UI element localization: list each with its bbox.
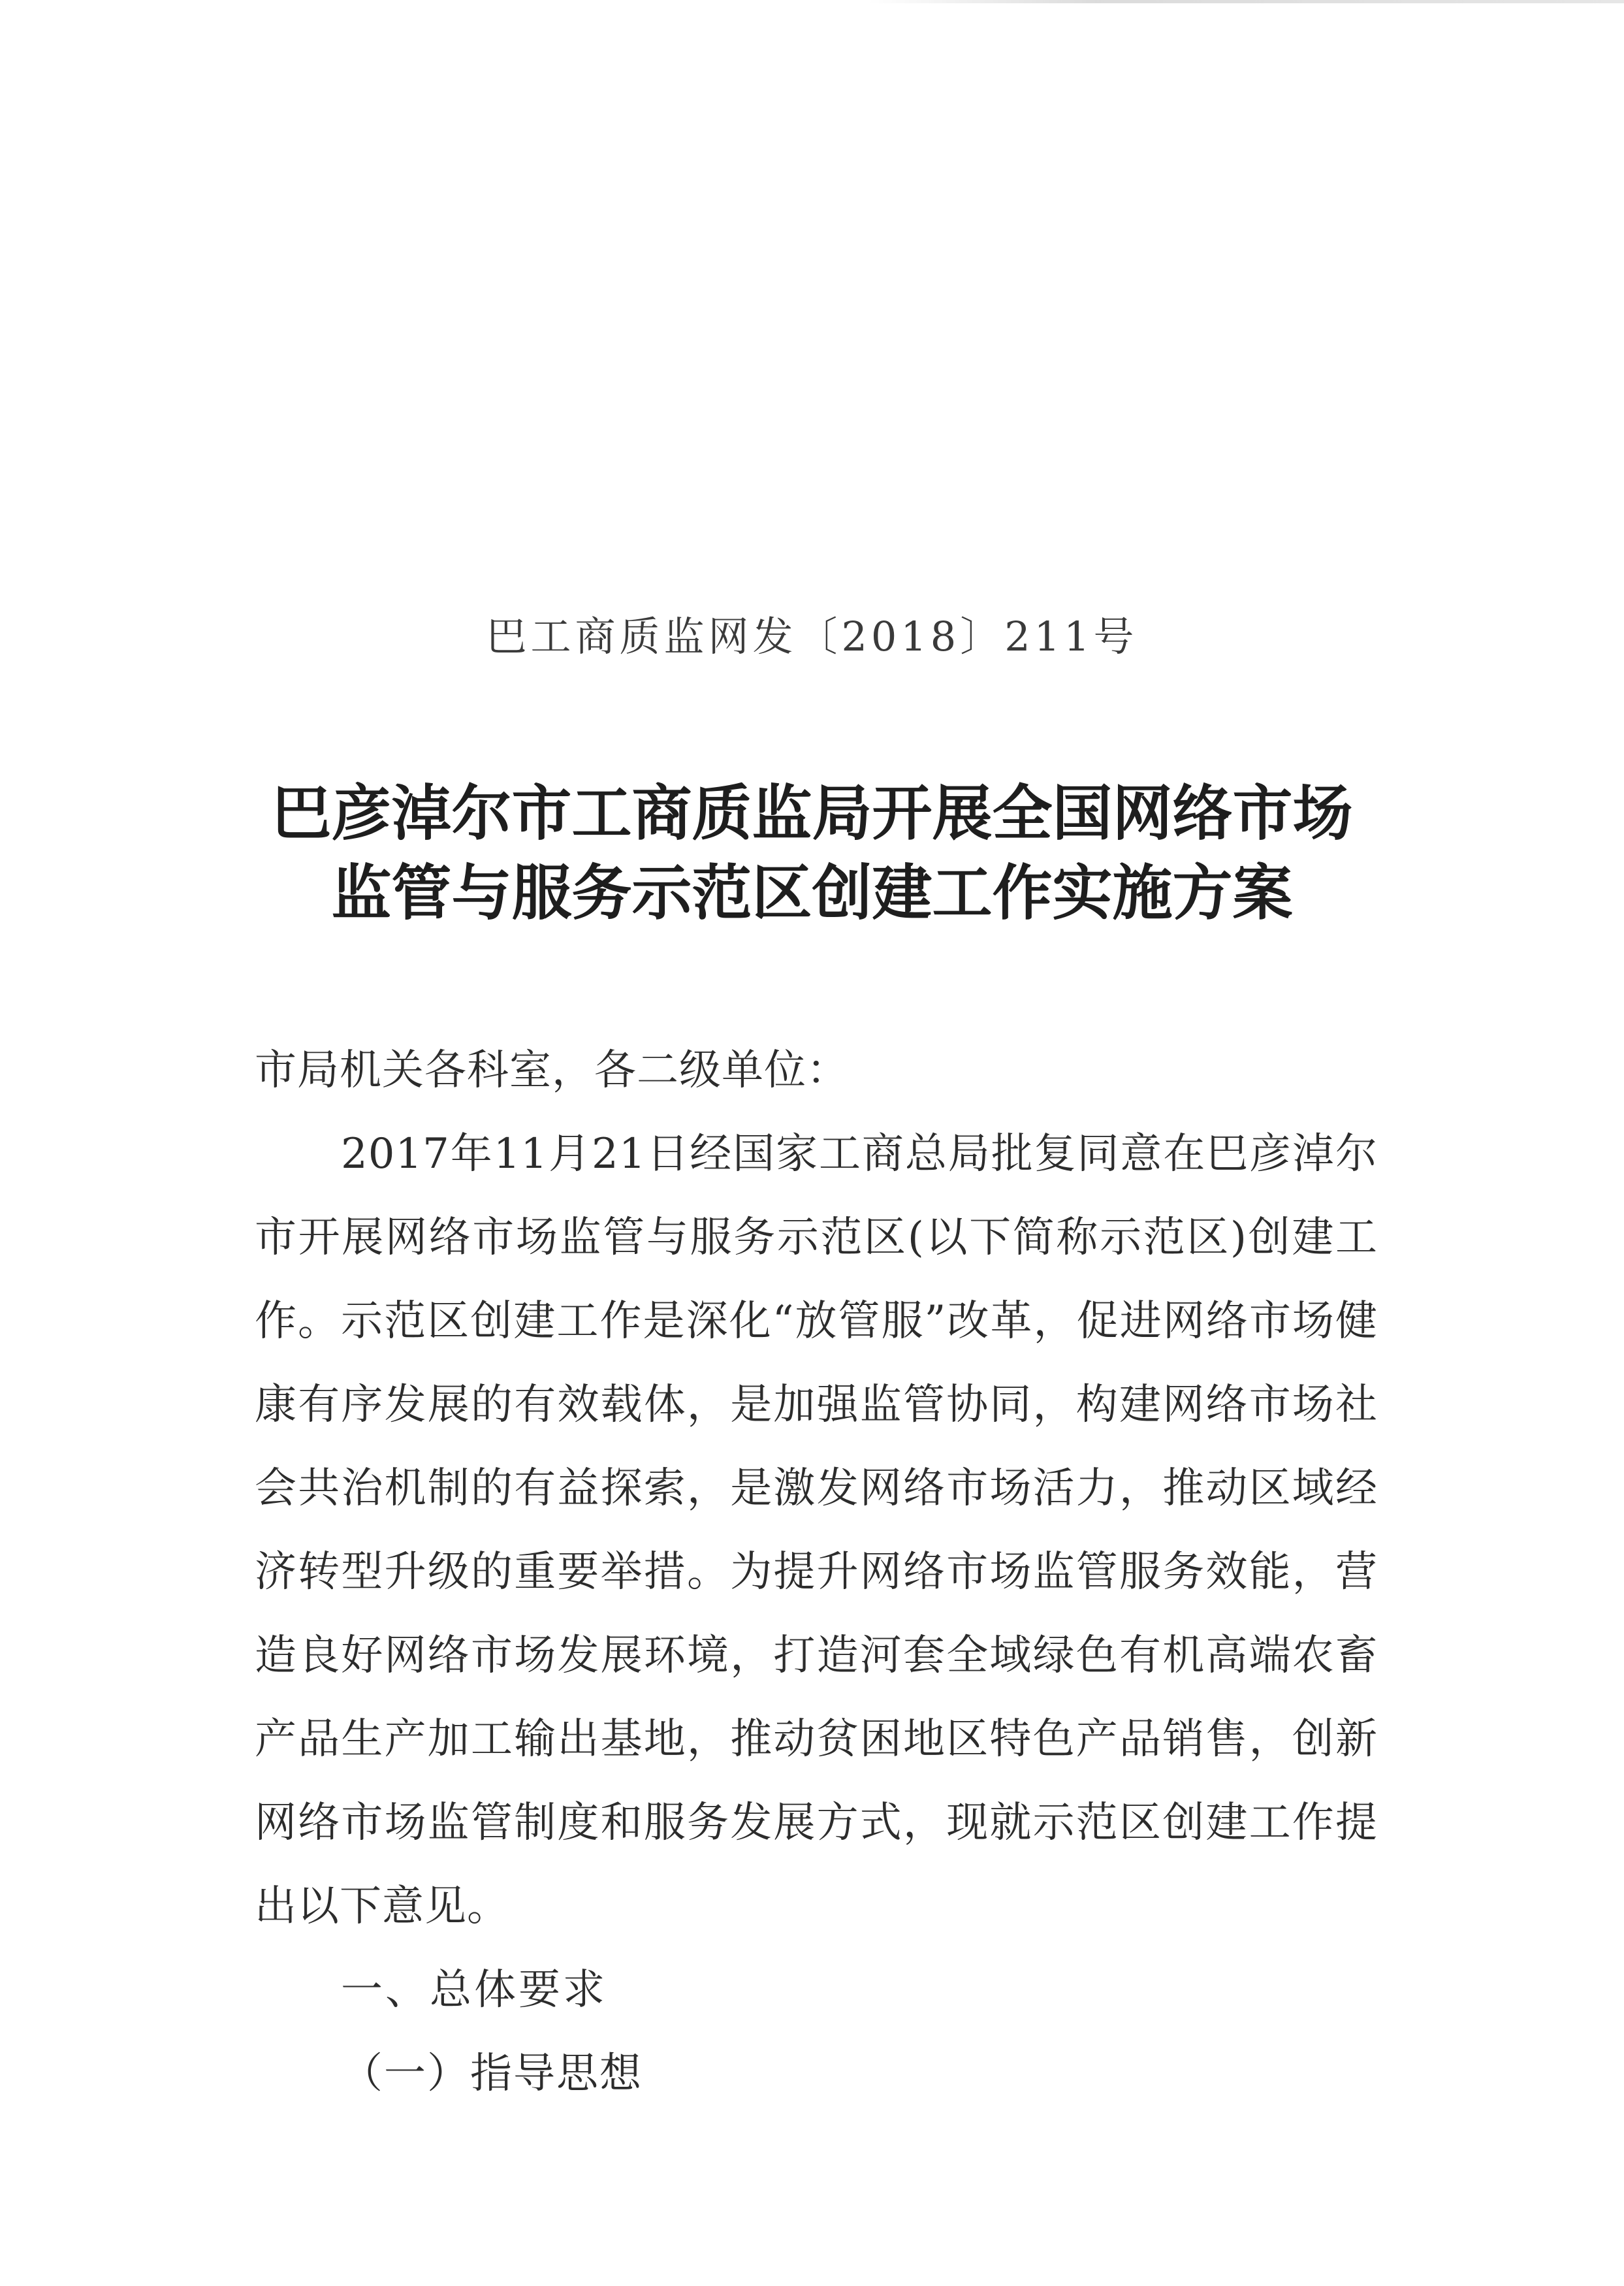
salutation: 市局机关各科室，各二级单位： (255, 1046, 849, 1095)
subsection-heading: （一）指导思想 (341, 2050, 643, 2098)
section-heading: 一、总体要求 (341, 1966, 607, 2014)
document-number: 巴工商质监网发〔2018〕211号 (486, 613, 1138, 660)
body-paragraph: 2017年11月21日经国家工商总局批复同意在巴彦淖尔市开展网络市场监管与服务示范区(以下简称示范区)创建工作。示范区创建工作是深化“放管服”改革，促进网络市场健康有序发展的有效载体，是加强监管协同，构建网络市场社会共治机制的有益探索，是激发网络市场活力，推动区域经济转型升级的重要举措。为提升网络市场监管服务效能，营造良好网络市场发展环境，打造河套全域绿色有机高端农畜产品生产加工输出基地，推动贫困地区特色产品销售，创新网络市场监管制度和服务发展方式，现就示范区创建工作提出以下意见。 (255, 1130, 1378, 1931)
title-line-2: 监管与服务示范区创建工作实施方案 (331, 858, 1293, 928)
document-body (255, 1029, 1378, 2116)
scan-edge-artifact (868, 0, 1624, 3)
document-title (0, 774, 1624, 933)
title-line-1: 巴彦淖尔市工商质监局开展全国网络市场 (271, 779, 1353, 848)
